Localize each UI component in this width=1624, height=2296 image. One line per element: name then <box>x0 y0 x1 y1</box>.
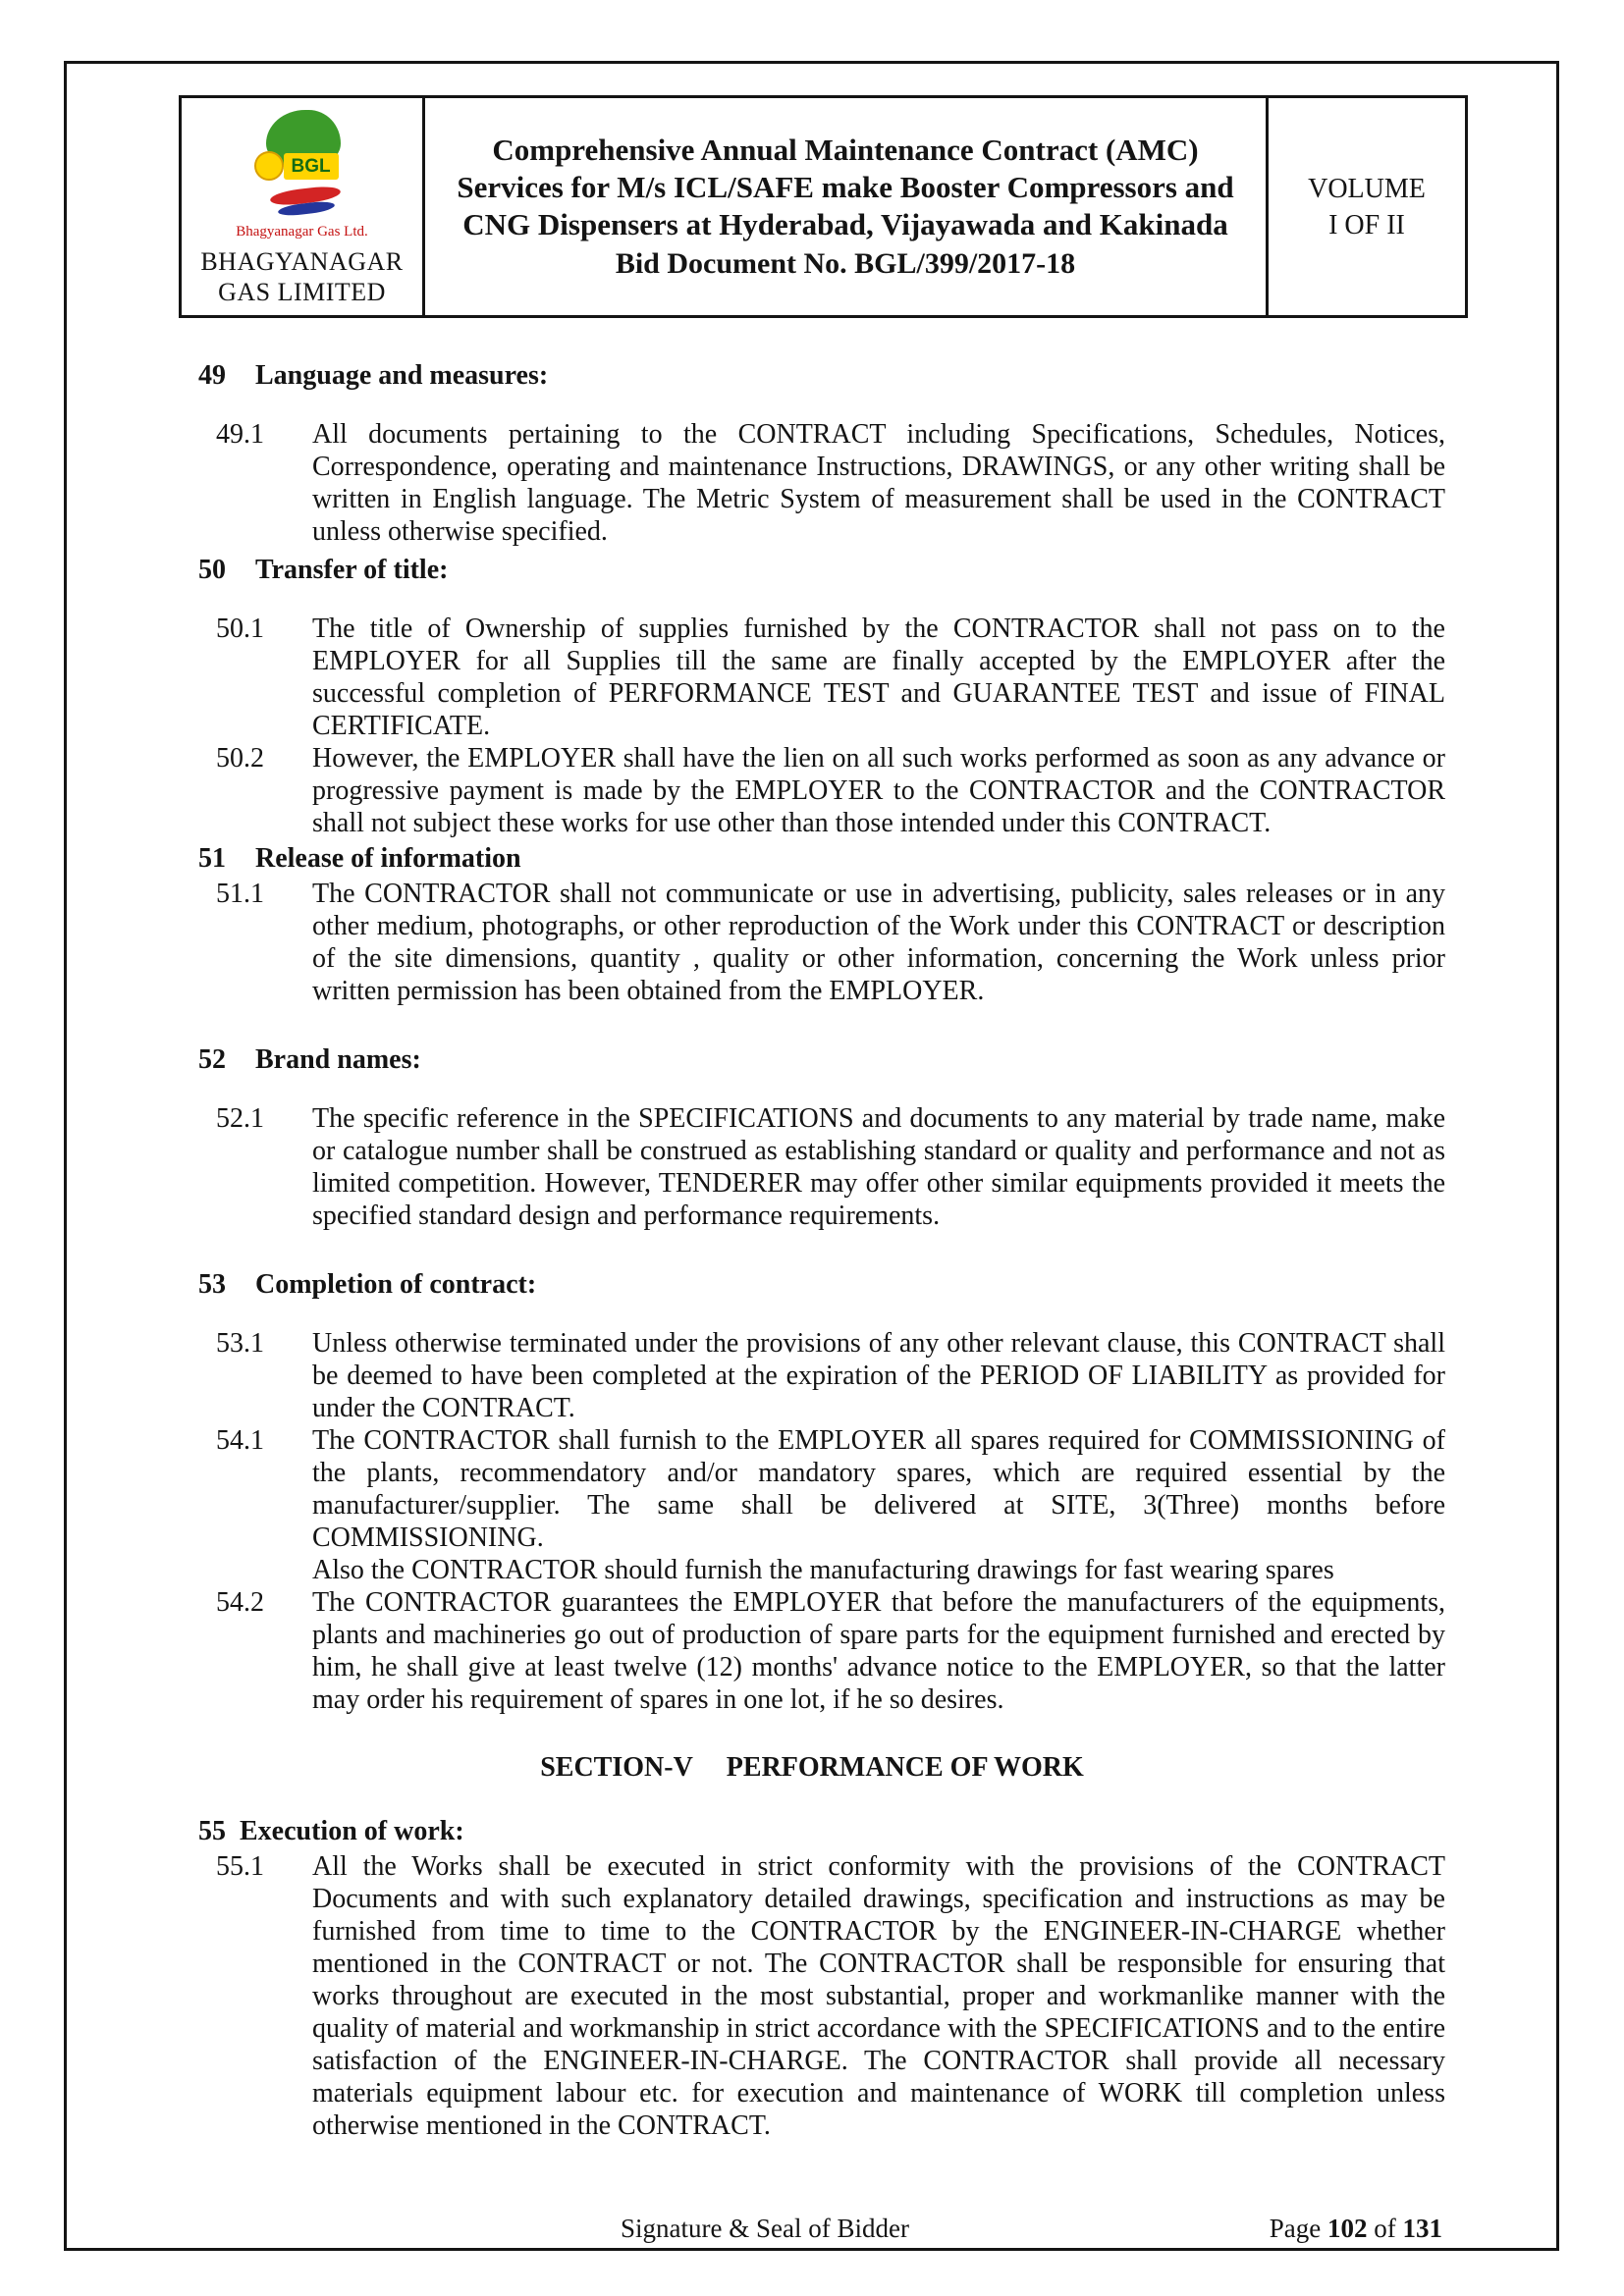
document-title-cell <box>424 97 1268 317</box>
clause-number: 50.1 <box>216 614 264 644</box>
document-title: Comprehensive Annual Maintenance Contract (AMC) Services for M/s ICL/SAFE make Booster Compressors and CNG Dispensers at Hyderabad, Vijayawada and Kakinada <box>457 132 1234 241</box>
clause-text <box>312 1424 1445 1586</box>
logo-cell <box>181 97 424 317</box>
company-name-line2: GAS LIMITED <box>218 278 386 306</box>
section-title: Brand names: <box>255 1044 421 1075</box>
volume-line1: VOLUME <box>1308 173 1426 204</box>
section-v-label: SECTION-V <box>540 1752 693 1783</box>
volume-cell <box>1268 97 1467 317</box>
clause-paragraph: The CONTRACTOR shall furnish to the EMPLOYER all spares required for COMMISSIONING of the plants, recommendatory and/or mandatory spares, which are required essential by the manufacturer/supplier. The same shall be delivered at SITE, 3(Three) months before COMMISSIONING. <box>312 1425 1445 1553</box>
section-number: 50 <box>198 555 226 585</box>
document-body <box>179 359 1445 2142</box>
clause-number: 53.1 <box>216 1328 264 1359</box>
clause-53-1 <box>179 1327 1445 1424</box>
logo-monogram: BGL <box>284 153 339 180</box>
clause-number: 51.1 <box>216 879 264 909</box>
clause-number: 52.1 <box>216 1103 264 1134</box>
section-v-title: PERFORMANCE OF WORK <box>726 1752 1084 1783</box>
clause-paragraph: Also the CONTRACTOR should furnish the manufacturing drawings for fast wearing spares <box>312 1555 1334 1585</box>
section-heading-50 <box>179 554 1445 586</box>
page-border-frame <box>64 61 1559 2251</box>
clause-50-1 <box>179 613 1445 742</box>
section-heading-49 <box>179 359 1445 392</box>
bid-document-number: Bid Document No. BGL/399/2017-18 <box>615 246 1076 280</box>
section-heading-52 <box>179 1043 1445 1076</box>
section-v-heading <box>179 1751 1445 1784</box>
clause-text: The CONTRACTOR guarantees the EMPLOYER that before the manufacturers of the equipments, plants and machineries go out of production of spare parts for the equipment furnished and erected by him, he shall give at least twelve (12) months' advance notice to the EMPLOYER, so that the latter may order his requirement of spares in one lot, if he so desires. <box>312 1587 1445 1715</box>
section-title: Execution of work: <box>240 1816 464 1846</box>
page-current: 102 <box>1327 2214 1368 2243</box>
company-name <box>186 246 418 307</box>
section-number: 55 <box>198 1816 226 1846</box>
page-total: 131 <box>1402 2214 1442 2243</box>
clause-text: However, the EMPLOYER shall have the lien on all such works performed as soon as any advance or progressive payment is made by the EMPLOYER to the CONTRACTOR and the CONTRACTOR shall not subject these works for use other than those intended under this CONTRACT. <box>312 743 1445 838</box>
section-title: Transfer of title: <box>255 555 449 585</box>
clause-text: All documents pertaining to the CONTRACT including Specifications, Schedules, Notices, Correspondence, operating and maintenance Instructions, DRAWINGS, or any other writing shall be written in English language. The Metric System of measurement shall be used in the CONTRACT unless otherwise specified. <box>312 419 1445 547</box>
section-heading-51 <box>179 842 1445 875</box>
clause-number: 54.2 <box>216 1587 264 1618</box>
clause-text: The CONTRACTOR shall not communicate or use in advertising, publicity, sales releases or in any other medium, photographs, or other reproduction of the Work under this CONTRACT or description of the site dimensions, quantity , quality or other information, concerning the Work unless prior written permission has been obtained from the EMPLOYER. <box>312 879 1445 1006</box>
section-heading-53 <box>179 1268 1445 1301</box>
page-footer <box>179 2213 1442 2244</box>
clause-54-1 <box>179 1424 1445 1586</box>
clause-number: 55.1 <box>216 1851 264 1882</box>
clause-number: 50.2 <box>216 743 264 774</box>
company-name-line1: BHAGYANAGAR <box>200 247 404 276</box>
clause-51-1 <box>179 878 1445 1007</box>
section-number: 51 <box>198 843 226 874</box>
section-title: Completion of contract: <box>255 1269 537 1300</box>
clause-number: 54.1 <box>216 1425 264 1456</box>
page-number <box>1270 2213 1442 2244</box>
section-title: Language and measures: <box>255 360 549 391</box>
section-number: 52 <box>198 1044 226 1075</box>
page-of: of <box>1374 2214 1396 2243</box>
clause-50-2 <box>179 742 1445 839</box>
clause-54-2 <box>179 1586 1445 1716</box>
header-table <box>179 95 1468 318</box>
company-logo <box>229 108 376 222</box>
clause-text: Unless otherwise terminated under the provisions of any other relevant clause, this CONTRACT shall be deemed to have been completed at the expiration of the PERIOD OF LIABILITY as provided for under the CONTRACT. <box>312 1328 1445 1423</box>
page-prefix: Page <box>1269 2214 1322 2243</box>
clause-number: 49.1 <box>216 419 264 450</box>
section-number: 49 <box>198 360 226 391</box>
clause-text: All the Works shall be executed in strict conformity with the provisions of the CONTRACT Documents and with such explanatory detailed drawings, specification and instructions as may be furnished from time to time to the CONTRACTOR by the ENGINEER-IN-CHARGE whether mentioned in the CONTRACT or not. The CONTRACTOR shall be responsible for ensuring that works throughout are executed in the most substantial, proper and workmanlike manner with the quality of material and workmanship in strict accordance with the SPECIFICATIONS and to the entire satisfaction of the ENGINEER-IN-CHARGE. The CONTRACTOR shall provide all necessary materials equipment labour etc. for execution and maintenance of WORK till completion unless otherwise mentioned in the CONTRACT. <box>312 1851 1445 2141</box>
clause-49-1 <box>179 418 1445 548</box>
volume-line2: I OF II <box>1328 209 1405 240</box>
section-title: Release of information <box>255 843 521 874</box>
section-number: 53 <box>198 1269 226 1300</box>
section-heading-55 <box>179 1815 1445 1847</box>
clause-55-1 <box>179 1850 1445 2142</box>
clause-52-1 <box>179 1102 1445 1232</box>
logo-caption: Bhagyanagar Gas Ltd. <box>236 224 368 240</box>
clause-text: The title of Ownership of supplies furnished by the CONTRACTOR shall not pass on to the EMPLOYER for all Supplies till the same are finally accepted by the EMPLOYER after the successful completion of PERFORMANCE TEST and GUARANTEE TEST and issue of FINAL CERTIFICATE. <box>312 614 1445 741</box>
signature-seal-label: Signature & Seal of Bidder <box>621 2214 909 2243</box>
logo-sun-shape <box>254 151 284 181</box>
clause-text: The specific reference in the SPECIFICATIONS and documents to any material by trade name, make or catalogue number shall be construed as establishing standard or quality and performance and not as limited competition. However, TENDERER may offer other similar equipments provided it meets the specified standard design and performance requirements. <box>312 1103 1445 1231</box>
